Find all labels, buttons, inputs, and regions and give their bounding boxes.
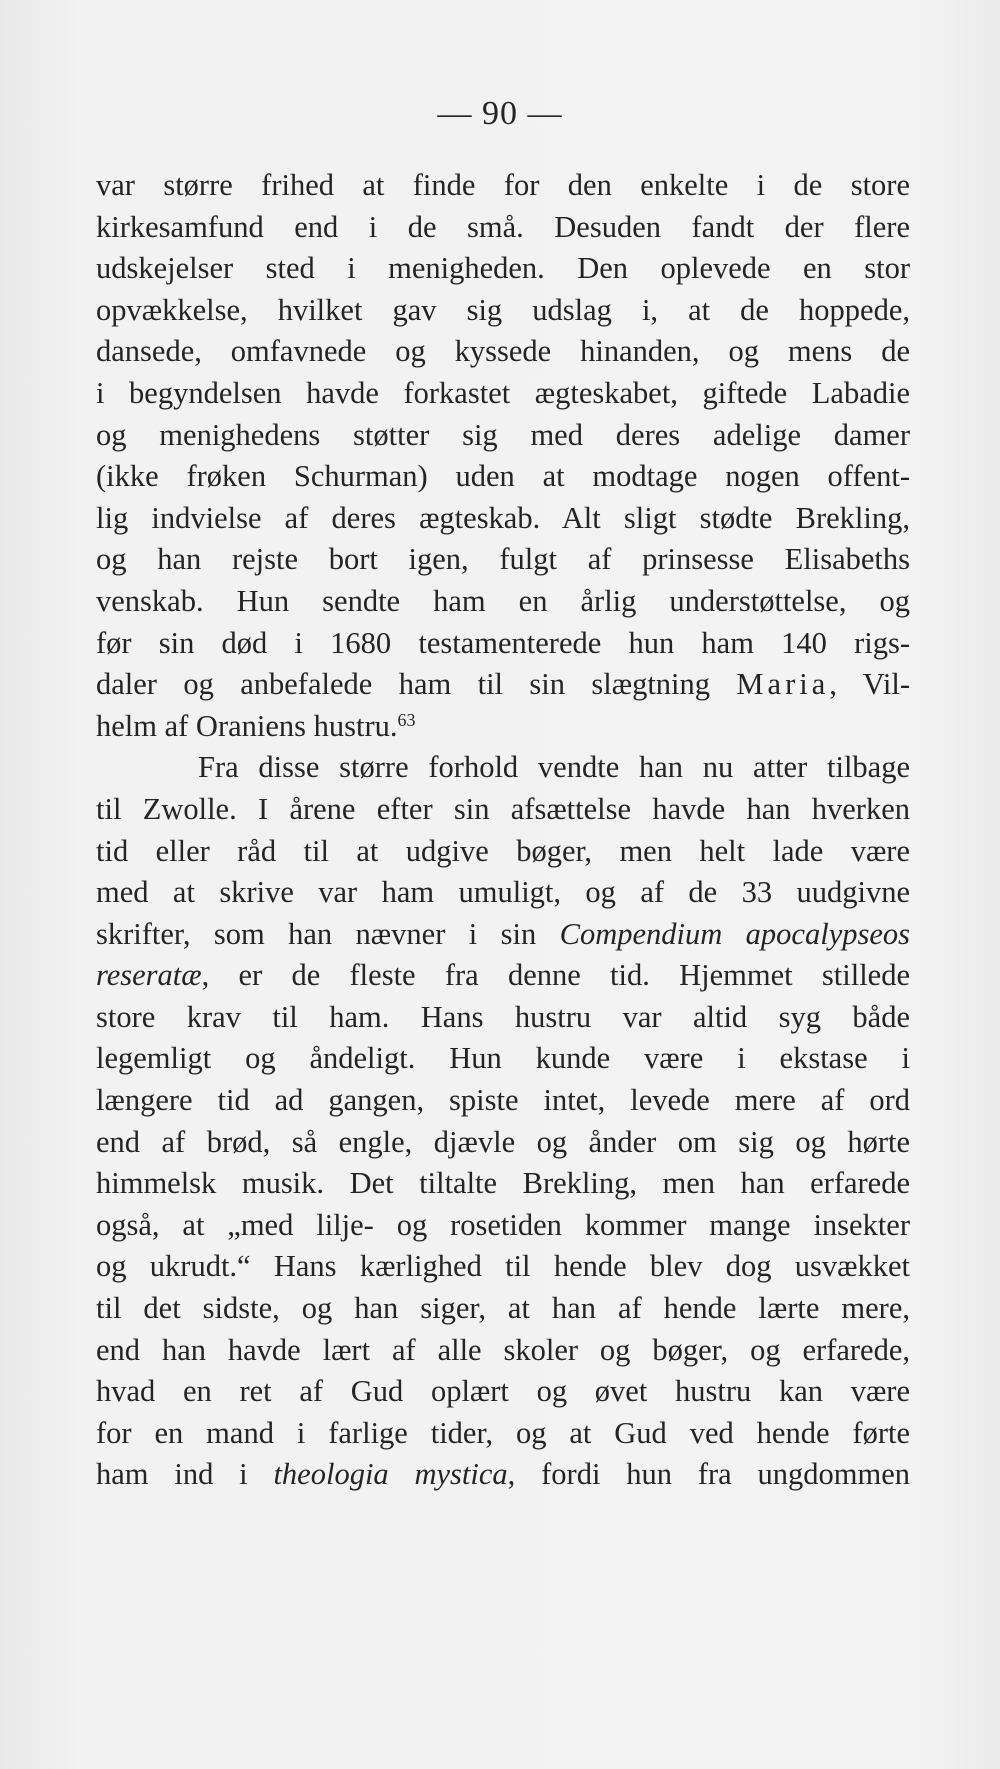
text-line: var større frihed at finde for den enkelte i de store (96, 168, 910, 202)
text-line: tid eller råd til at udgive bøger, men helt lade være (96, 833, 910, 868)
text-segment: ham ind i (96, 1457, 274, 1492)
text-line: end af brød, så engle, djævle og ånder om sig og hørte (96, 1124, 910, 1159)
text-line: længere tid ad gangen, spiste intet, levede mere af ord (96, 1083, 910, 1118)
text-line: himmelsk musik. Det tiltalte Brekling, men han erfarede (96, 1166, 910, 1201)
text-line: for en mand i farlige tider, og at Gud ved hende førte (96, 1415, 910, 1450)
text-line (96, 1454, 910, 1496)
text-line: med at skrive var ham umuligt, og af de 33 uudgivne (96, 875, 910, 910)
text-line: (ikke frøken Schurman) uden at modtage nogen offent- (96, 459, 910, 494)
italic-title: Compendium apocalypseos (559, 916, 911, 951)
text-line: dansede, omfavnede og kyssede hinanden, og mens de (96, 334, 910, 369)
text-segment: skrifter, som han nævner i sin (96, 916, 560, 951)
text-line (96, 706, 910, 748)
text-line: og han rejste bort igen, fulgt af prinsesse Elisabeths (96, 542, 910, 577)
text-line (96, 914, 910, 956)
text-segment: , fordi hun fra ungdommen (507, 1457, 910, 1492)
text-line: og ukrudt.“ Hans kærlighed til hende blev dog usvækket (96, 1249, 910, 1284)
text-line: kirkesamfund end i de små. Desuden fandt der flere (96, 209, 910, 244)
text-line (96, 664, 910, 706)
spaced-name: Maria (736, 667, 830, 702)
text-line: i begyndelsen havde forkastet ægteskabet, giftede Labadie (96, 375, 910, 410)
text-line: store krav til ham. Hans hustru var altid syg både (96, 999, 910, 1034)
italic-title: reseratæ (96, 958, 202, 993)
text-line: Fra disse større forhold vendte han nu atter tilbage (198, 750, 910, 785)
text-line: opvækkelse, hvilket gav sig udslag i, at de hoppede, (96, 292, 910, 327)
text-line: legemligt og åndeligt. Hun kunde være i ekstase i (96, 1041, 910, 1076)
text-line (96, 955, 910, 997)
text-line: til det sidste, og han siger, at han af hende lærte mere, (96, 1291, 910, 1326)
page-number: — 90 — (437, 95, 563, 132)
text-line: til Zwolle. I årene efter sin afsættelse havde han hverken (96, 791, 910, 826)
text-segment: , er de fleste fra denne tid. Hjemmet stillede (201, 958, 910, 993)
text-line: og menighedens støtter sig med deres adelige damer (96, 417, 910, 452)
text-line: end han havde lært af alle skoler og bøger, og erfarede, (96, 1332, 910, 1367)
text-segment: helm af Oraniens hustru. (96, 708, 398, 743)
text-line: lig indvielse af deres ægteskab. Alt sligt stødte Brekling, (96, 500, 910, 535)
text-line: venskab. Hun sendte ham en årlig understøttelse, og (96, 583, 910, 618)
page-body (96, 165, 910, 1496)
text-line: før sin død i 1680 testamenterede hun ham 140 rigs- (96, 625, 910, 660)
text-line: også, at „med lilje- og rosetiden kommer mange insekter (96, 1207, 910, 1242)
paragraph-1 (96, 165, 910, 747)
text-line: hvad en ret af Gud oplært og øvet hustru kan være (96, 1374, 910, 1409)
text-segment: daler og anbefalede ham til sin slægtning (96, 667, 737, 702)
paragraph-2 (96, 747, 910, 1496)
text-segment: , Vil- (829, 667, 910, 702)
text-line: udskejelser sted i menigheden. Den oplevede en stor (96, 251, 910, 286)
footnote-reference: 63 (397, 709, 416, 730)
italic-term: theologia mystica (273, 1457, 508, 1492)
